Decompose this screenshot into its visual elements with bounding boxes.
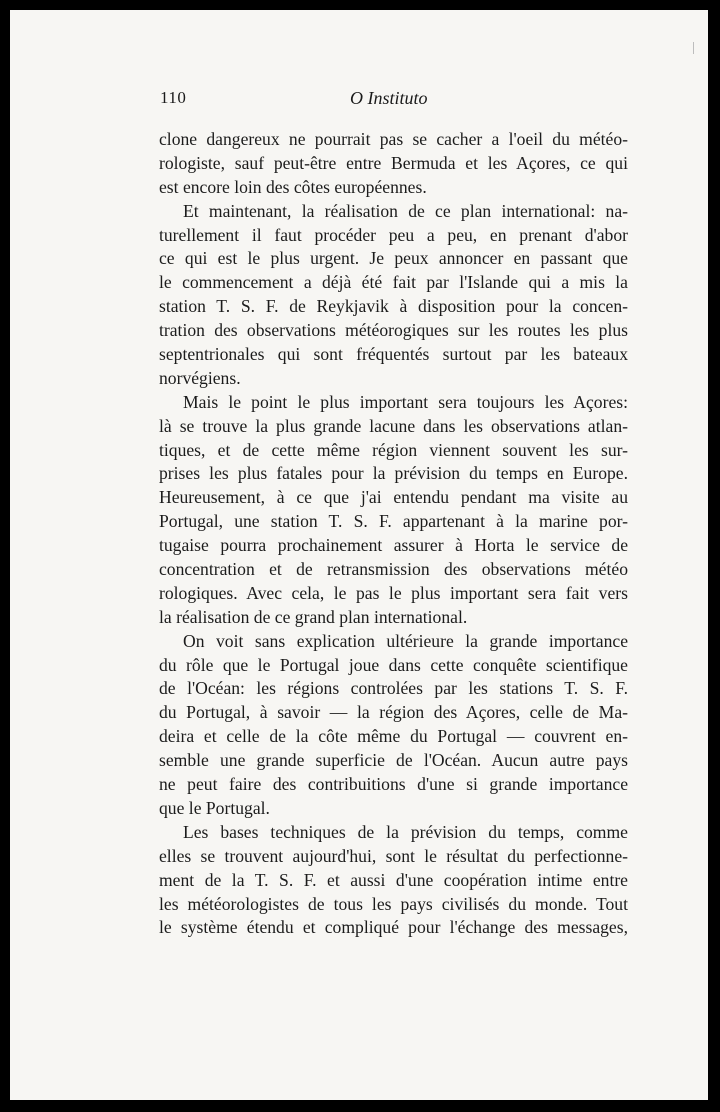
text-line: là se trouve la plus grande lacune dans les observations atlan- (159, 415, 628, 436)
text-line: de l'Océan: les régions controlées par les stations T. S. F. (159, 678, 628, 699)
paragraph (159, 630, 628, 821)
text-line: que le Portugal. (159, 797, 270, 818)
text-line: ce qui est le plus urgent. Je peux annoncer en passant que (159, 248, 628, 269)
text-line: semble une grande superficie de l'Océan. Aucun autre pays (159, 750, 628, 771)
page-number: 110 (160, 88, 187, 107)
text-line: septentrionales qui sont fréquentés surtout par les bateaux (159, 344, 628, 365)
text-line: Portugal, une station T. S. F. appartenant à la marine por- (159, 511, 628, 532)
paragraph (159, 200, 628, 391)
text-line: est encore loin des côtes européennes. (159, 176, 427, 197)
text-line: rologiques. Avec cela, le pas le plus important sera fait vers (159, 582, 628, 603)
text-line: concentration et de retransmission des observations météo (159, 559, 628, 580)
text-line: turellement il faut procéder peu a peu, en prenant d'abor (159, 224, 628, 245)
running-title: O Instituto (350, 88, 428, 108)
body-text (159, 128, 628, 940)
text-line: Les bases techniques de la prévision du temps, comme (183, 821, 628, 842)
text-line: les météorologistes de tous les pays civilisés du monde. Tout (159, 893, 628, 914)
text-line: tugaise pourra prochainement assurer à Horta le service de (159, 535, 628, 556)
text-line: tiques, et de cette même région viennent souvent les sur- (159, 439, 628, 460)
text-line: ment de la T. S. F. et aussi d'une coopération intime entre (159, 869, 628, 890)
page-edge-mark (693, 42, 694, 54)
text-line: clone dangereux ne pourrait pas se cacher a l'oeil du météo- (159, 129, 628, 149)
text-line: prises les plus fatales pour la prévision du temps en Europe. (159, 463, 628, 484)
text-line: le commencement a déjà été fait par l'Islande qui a mis la (159, 272, 628, 293)
text-line: deira et celle de la côte même du Portugal — couvrent en- (159, 726, 628, 747)
page-header (160, 88, 638, 112)
text-line: ne peut faire des contribuitions d'une si grande importance (159, 774, 628, 795)
text-line: Heureusement, à ce que j'ai entendu pendant ma visite au (159, 487, 628, 508)
text-line: Mais le point le plus important sera toujours les Açores: (183, 391, 628, 412)
text-line: tration des observations météorogiques sur les routes les plus (159, 320, 628, 341)
paragraph (159, 391, 628, 630)
text-line: Et maintenant, la réalisation de ce plan international: na- (183, 200, 628, 221)
text-line: norvégiens. (159, 367, 241, 388)
text-line: rologiste, sauf peut-être entre Bermuda et les Açores, ce qui (159, 152, 628, 173)
text-line: du rôle que le Portugal joue dans cette conquête scientifique (159, 654, 628, 675)
text-line: On voit sans explication ultérieure la grande importance (183, 630, 628, 651)
text-line: la réalisation de ce grand plan international. (159, 606, 468, 627)
book-page (10, 10, 708, 1100)
text-line: elles se trouvent aujourd'hui, sont le résultat du perfectionne- (159, 845, 628, 866)
text-line: station T. S. F. de Reykjavik à disposition pour la concen- (159, 296, 628, 317)
text-line: du Portugal, à savoir — la région des Açores, celle de Ma- (159, 702, 628, 723)
paragraph (159, 128, 628, 200)
text-line: le système étendu et compliqué pour l'échange des messages, (159, 917, 628, 938)
paragraph (159, 821, 628, 940)
